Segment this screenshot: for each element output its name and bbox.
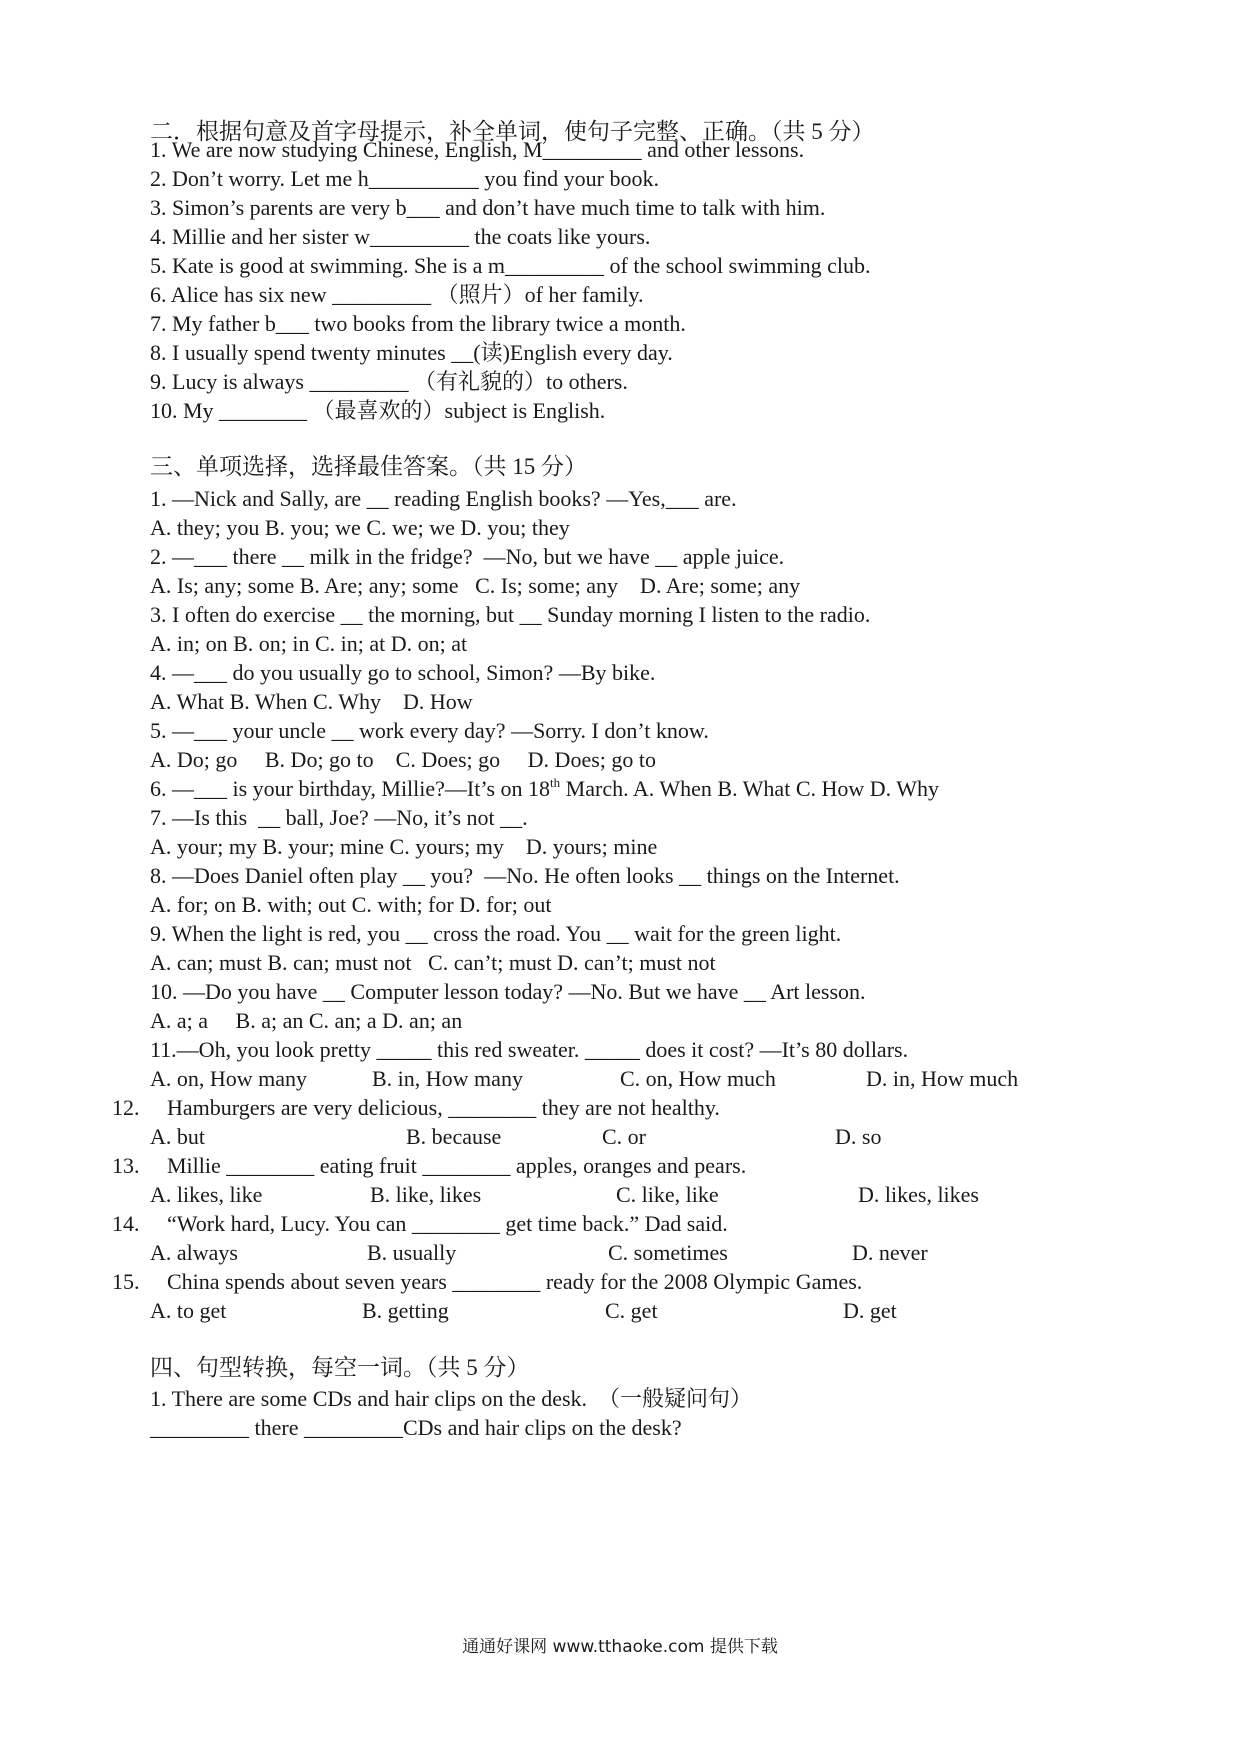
s2-question-5: 5. Kate is good at swimming. She is a m_________ of the school swimming club. xyxy=(150,253,871,278)
s3-q13-option-d: D. likes, likes xyxy=(858,1182,979,1207)
s3-q12-option-a: A. but xyxy=(150,1124,205,1149)
s3-q13-option-b: B. like, likes xyxy=(370,1182,482,1207)
s3-q12-option-c: C. or xyxy=(602,1124,646,1149)
s3-question-15: China spends about seven years ________ ready for the 2008 Olympic Games. xyxy=(167,1269,863,1294)
s4-question-1: 1. There are some CDs and hair clips on the desk. （一般疑问句） xyxy=(150,1386,753,1411)
s3-question-6 xyxy=(150,774,939,804)
s3-q11-option-a: A. on, How many xyxy=(150,1066,308,1091)
s4-answer-1: _________ there _________CDs and hair clips on the desk? xyxy=(150,1415,682,1440)
s2-question-8: 8. I usually spend twenty minutes __(读)English every day. xyxy=(150,340,673,365)
s3-q12-option-d: D. so xyxy=(835,1124,882,1149)
s3-options-7: A. your; my B. your; mine C. yours; my D. yours; mine xyxy=(150,834,658,859)
s3-question-6-options: March. A. When B. What C. How D. Why xyxy=(560,776,940,801)
s3-question-8: 8. —Does Daniel often play __ you? —No. He often looks __ things on the Internet. xyxy=(150,863,900,888)
s2-question-7: 7. My father b___ two books from the library twice a month. xyxy=(150,311,686,336)
s3-question-3: 3. I often do exercise __ the morning, but __ Sunday morning I listen to the radio. xyxy=(150,602,871,627)
s3-question-5: 5. —___ your uncle __ work every day? —Sorry. I don’t know. xyxy=(150,718,709,743)
s3-q11-option-c: C. on, How much xyxy=(620,1066,776,1091)
s3-q14-option-c: C. sometimes xyxy=(608,1240,728,1265)
s3-question-6-text: 6. —___ is your birthday, Millie?—It’s on 18 xyxy=(150,776,551,801)
s3-q12-number: 12. xyxy=(112,1095,140,1120)
s3-options-10: A. a; a B. a; an C. an; a D. an; an xyxy=(150,1008,463,1033)
s3-q11-option-b: B. in, How many xyxy=(372,1066,523,1091)
section-3-header: 三、单项选择，选择最佳答案。（共 15 分） xyxy=(150,454,587,479)
s3-q13-option-c: C. like, like xyxy=(616,1182,719,1207)
s3-q15-number: 15. xyxy=(112,1269,140,1294)
section-4-header: 四、句型转换，每空一词。（共 5 分） xyxy=(150,1355,530,1380)
s3-q14-option-d: D. never xyxy=(852,1240,928,1265)
s3-q13-option-a: A. likes, like xyxy=(150,1182,263,1207)
s3-q15-option-b: B. getting xyxy=(362,1298,449,1323)
s3-options-1: A. they; you B. you; we C. we; we D. you; they xyxy=(150,515,570,540)
s3-question-2: 2. —___ there __ milk in the fridge? —No, but we have __ apple juice. xyxy=(150,544,785,569)
s3-q14-number: 14. xyxy=(112,1211,140,1236)
s3-q15-option-c: C. get xyxy=(605,1298,658,1323)
s3-options-4: A. What B. When C. Why D. How xyxy=(150,689,473,714)
s3-options-2: A. Is; any; some B. Are; any; some C. Is; some; any D. Are; some; any xyxy=(150,573,801,598)
s3-question-11: 11.—Oh, you look pretty _____ this red sweater. _____ does it cost? —It’s 80 dollars. xyxy=(150,1037,909,1062)
s2-question-3: 3. Simon’s parents are very b___ and don’t have much time to talk with him. xyxy=(150,195,826,220)
s3-question-4: 4. —___ do you usually go to school, Simon? —By bike. xyxy=(150,660,656,685)
s3-q14-option-a: A. always xyxy=(150,1240,238,1265)
s3-question-13: Millie ________ eating fruit ________ apples, oranges and pears. xyxy=(167,1153,747,1178)
s2-question-10: 10. My ________ （最喜欢的）subject is English. xyxy=(150,398,606,423)
section-2-header: 二．根据句意及首字母提示，补全单词，使句子完整、正确。（共 5 分） xyxy=(150,119,875,144)
s3-q12-option-b: B. because xyxy=(406,1124,502,1149)
s3-q14-option-b: B. usually xyxy=(367,1240,457,1265)
s3-q15-option-d: D. get xyxy=(843,1298,897,1323)
s3-question-14: “Work hard, Lucy. You can ________ get time back.” Dad said. xyxy=(167,1211,728,1236)
s3-question-7: 7. —Is this __ ball, Joe? —No, it’s not __. xyxy=(150,805,528,830)
ordinal-suffix: th xyxy=(550,775,561,790)
s3-q15-option-a: A. to get xyxy=(150,1298,227,1323)
s2-question-2: 2. Don’t worry. Let me h__________ you find your book. xyxy=(150,166,659,191)
s3-options-8: A. for; on B. with; out C. with; for D. for; out xyxy=(150,892,552,917)
s2-question-6: 6. Alice has six new _________ （照片）of her family. xyxy=(150,282,644,307)
s3-options-3: A. in; on B. on; in C. in; at D. on; at xyxy=(150,631,468,656)
s3-question-1: 1. —Nick and Sally, are __ reading English books? —Yes,___ are. xyxy=(150,486,737,511)
s3-question-12: Hamburgers are very delicious, ________ they are not healthy. xyxy=(167,1095,720,1120)
s3-options-9: A. can; must B. can; must not C. can’t; must D. can’t; must not xyxy=(150,950,716,975)
s3-options-5: A. Do; go B. Do; go to C. Does; go D. Does; go to xyxy=(150,747,656,772)
s3-question-9: 9. When the light is red, you __ cross the road. You __ wait for the green light. xyxy=(150,921,842,946)
download-footer: 通通好课网 www.tthaoke.com 提供下载 xyxy=(462,1637,778,1657)
s2-question-4: 4. Millie and her sister w_________ the coats like yours. xyxy=(150,224,651,249)
s2-question-1: 1. We are now studying Chinese, English, M_________ and other lessons. xyxy=(150,137,805,162)
s3-question-10: 10. —Do you have __ Computer lesson today? —No. But we have __ Art lesson. xyxy=(150,979,866,1004)
s3-q11-option-d: D. in, How much xyxy=(866,1066,1019,1091)
s3-q13-number: 13. xyxy=(112,1153,140,1178)
s2-question-9: 9. Lucy is always _________ （有礼貌的）to others. xyxy=(150,369,628,394)
